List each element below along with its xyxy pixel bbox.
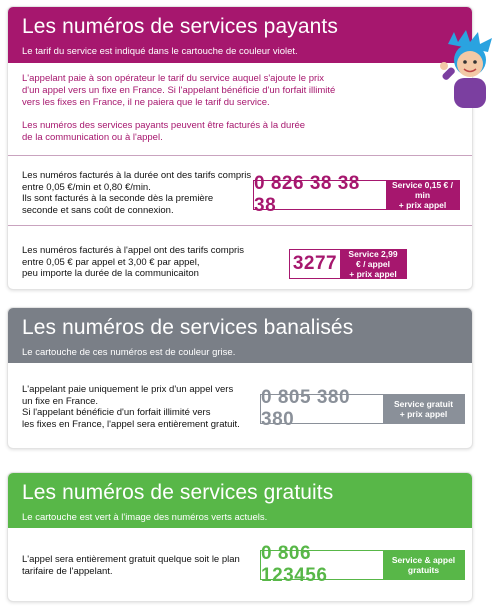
banalises-title: Les numéros de services banalisés [22,316,354,339]
row-line: un fixe en France. [22,395,99,407]
payants-card [7,6,473,290]
tag-line: Service & appel [391,555,456,565]
row-description [22,245,244,280]
cartouche-payant-duree [253,173,460,216]
gratuits-header [8,473,472,528]
price-tag [383,551,464,579]
price-tag [383,395,464,423]
banalises-subtitle: Le cartouche de ces numéros est de couleur grise. [22,347,236,358]
row-line: seconde et sans coût de connexion. [22,204,174,216]
gratuits-title: Les numéros de services gratuits [22,481,334,504]
tag-line: gratuits [407,565,440,575]
cartouche-gratuit [260,543,465,586]
tag-line: + prix appel [349,269,397,279]
payants-row-appel [8,225,472,290]
banalises-header [8,308,472,363]
tag-line: Service 0,15 € / min [392,180,453,200]
row-line: entre 0,05 €/min et 0,80 €/min. [22,181,151,193]
price-tag [386,181,459,209]
row-line: entre 0,05 € par appel et 3,00 € par appel, [22,256,200,268]
intro-line: vers les fixes en France, il ne paiera que le tarif du service. [22,97,270,108]
row-line: peu importe la durée de la communicaiton [22,268,199,279]
row-description [22,170,251,216]
row-line: L'appelant paie uniquement le prix d'un appel vers [22,384,234,395]
service-number: 3277 [290,250,340,278]
mascot-illustration [440,30,500,110]
row-description [22,554,240,577]
row-description [22,384,240,430]
row-line: Les numéros facturés à l'appel ont des tarifs compris [22,245,245,256]
row-line: Si l'appelant bénéficie d'un forfait illimité vers [22,407,211,418]
payants-header [8,7,472,63]
row-line: Ils sont facturés à la seconde dès la première [22,193,214,204]
tag-line: Service gratuit [393,399,454,409]
service-number: 0 805 380 380 [261,395,383,423]
intro-line: Les numéros des services payants peuvent être facturés à la durée [22,120,306,131]
payants-title: Les numéros de services payants [22,15,338,38]
intro-line: L'appelant paie à son opérateur le tarif du service auquel s'ajoute le prix [22,73,325,84]
cartouche-banalise [260,387,465,430]
row-line: Les numéros facturés à la durée ont des tarifs compris [22,170,252,181]
price-tag [340,250,406,278]
tag-line: + prix appel [398,200,447,210]
payants-intro [8,63,472,144]
intro-line: d'un appel vers un fixe en France. Si l'appelant bénéficie d'un forfait illimité [22,85,336,96]
gratuits-subtitle: Le cartouche est vert à l'image des numéros verts actuels. [22,512,268,523]
row-line: les fixes en France, l'appel sera entièrement gratuit. [22,418,240,430]
row-line: tarifaire de l'appelant. [22,565,113,577]
row-line: L'appel sera entièrement gratuit quelque soit le plan [22,554,240,565]
service-number: 0 806 123456 [261,551,383,579]
payants-row-duree [8,155,472,226]
intro-line: de la communication ou à l'appel. [22,132,163,143]
tag-line: Service 2,99 € / appel [348,249,398,269]
tag-line: + prix appel [399,409,448,419]
gratuits-card [7,472,473,602]
payants-subtitle: Le tarif du service est indiqué dans le cartouche de couleur violet. [22,46,298,57]
service-number: 0 826 38 38 38 [254,181,386,209]
cartouche-payant-appel [289,249,407,279]
banalises-card [7,307,473,449]
